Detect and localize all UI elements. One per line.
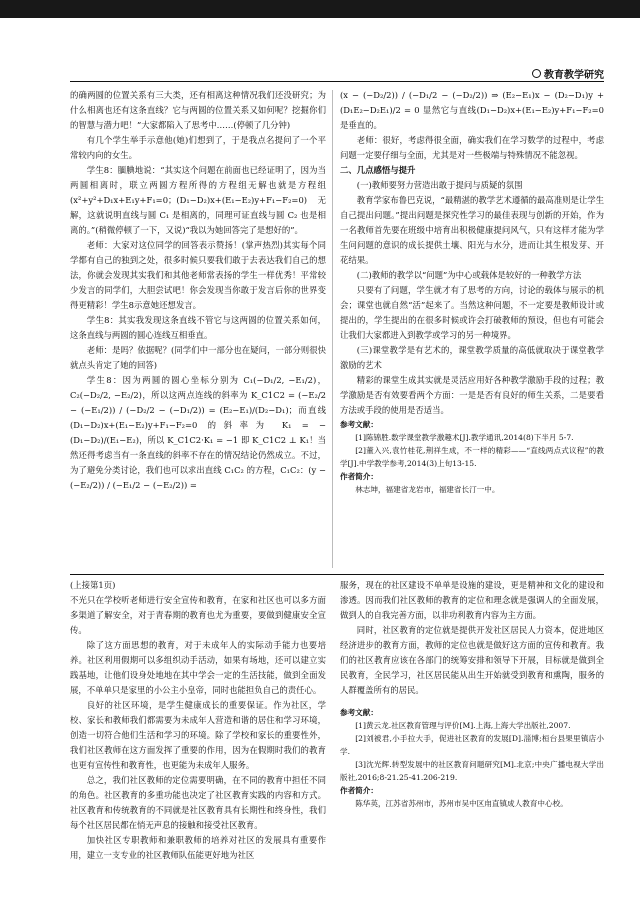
top-dark-band <box>0 0 640 18</box>
paragraph: 同时，社区教育的定位就是提供开发社区居民人力资本，促进地区经济进步的教育方面，教师的定位也就是做好这方面的宣传和教育。我们的社区教育应该在各部门的统筹安排和领导下开展，目标就是做到全民教育，全民学习，社区居民能从出生开始就受到教育和熏陶，服务的人群覆盖所有的居民。 <box>340 625 604 695</box>
author-info: 林志坤，福建省龙岩市，福建省长汀一中。 <box>355 485 500 494</box>
reference-item: [2]董入兴,袁竹桂花,荆祥生成，不一样的精彩——“直线两点式议程”的教学[J].中学教学参考,2014(3)上旬13-15. <box>340 446 604 468</box>
paragraph: 良好的社区环境，是学生健康成长的重要保证。作为社区，学校、家长和教师我们都需要为未成年人营造和谐的居住和学习环境，创造一切符合他们生活和学习的环境。除了学校和家长的重要性外，我们社区教师在这方面发挥了重要的作用，因为在假期时我们的教育也更有宣传性和教育性，也更能为未成年人服务。 <box>70 700 326 770</box>
paragraph: 的确两圆的位置关系有三大类，还有相离这种情况我们还没研究；为什么相离也还有这条直线？它与两圆的位置关系又如何呢？挖掘你们的智慧与潜力吧！”大家都陷入了思考中……(停顿了几分钟) <box>70 90 326 130</box>
subsection-heading: (二)教师的教学以“问题”为中心或载体是较好的一种教学方法 <box>356 270 582 280</box>
equation-paragraph: (x − (−D₂/2)) / (−D₁/2 − (−D₂/2)) ⇒ (E₂−E₁)x − (D₂−D₁)y + (D₁E₂−D₂E₁)/2 = 0 显然它与直线(D₁−D₂)x+(E₁−E₂)y+F₁−F₂=0 是垂直的。 <box>340 90 604 130</box>
continuation-note: (上接第1页) <box>70 580 116 590</box>
reference-item: [3]沈光辉.转型发展中的社区教育问题研究[M].北京;中央广播电视大学出版社,2016;8-21.25-41.206-219. <box>340 760 604 782</box>
header-title: 教育教学研究 <box>544 70 604 81</box>
header-rule <box>70 81 604 82</box>
upper-left-column <box>70 88 326 493</box>
reference-item: [1]黄云龙.社区教育管理与评价[M].上海,上海大学出版社,2007. <box>355 721 571 730</box>
lower-right-column <box>340 578 604 810</box>
author-heading: 作者简介： <box>340 786 378 795</box>
section-heading: 二、几点感悟与提升 <box>340 165 416 175</box>
paragraph: 精彩的课堂生成其实就是灵活应用好各种教学激励手段的过程；教学激励是否有效要看两个方面：一是是否有良好的师生关系，二是要看方法或手段的使用是否适当。 <box>340 375 604 415</box>
paragraph: 学生8：因为两圆的圆心坐标分别为 C₁(−D₁/2, −E₁/2)，C₂(−D₂/2, −E₂/2)，所以这两点连线的斜率为 K_C1C2 = (−E₂/2 − (−E₁/2)) / (−D₂/2 − (−D₁/2)) = (E₂−E₁)/(D₂−D₁)；而直线(D₁−D₂)x+(E₁−E₂)y+F₁−F₂=0 的斜率为 K₁ = −(D₁−D₂)/(E₁−E₂)，所以 K_C1C2·K₁ = −1 即 K_C1C2 ⊥ K₁！当然还得考虑当有一条直线的斜率不存在的情况结论仍然成立。不过，为了避免分类讨论，我们也可以求出直线 C₁C₂ 的方程，C₁C₂：(y − (−E₂/2)) / (−E₁/2 − (−E₂/2)) = <box>70 375 326 490</box>
author-heading: 作者简介： <box>340 472 378 481</box>
paragraph: 服务，现在的社区建设不单单是设施的建设，更是精神和文化的建设和渗透。因而我们社区教师的教育的定位和理念就是强调人的全面发展，做到人的自我完善方面，以非功利教育内容为主方面。 <box>340 580 604 620</box>
paragraph: 有几个学生举手示意他(她)们想到了，于是我点名提问了一个平常较内向的女生。 <box>70 135 326 160</box>
paragraph: 老师：很好，考虑得很全面，确实我们在学习数学的过程中，考虑问题一定要仔细与全面，尤其是对一些极端与特殊情况不能忽视。 <box>340 135 604 160</box>
paragraph: 教育学家布鲁巴克说，“最精湛的教学艺术遵循的最高准则是让学生自己提出问题。”提出问题是探究性学习的最佳表现与创新的开始，作为一名教师首先要在班级中培育出积极健康提问风气，只有这样才能为学生问问题的意识的成长提供土壤、阳光与水分，进而让其生根发芽、开花结果。 <box>340 195 604 265</box>
circle-icon <box>532 69 541 78</box>
reference-item: [1]陈锦胜.数学课堂教学激趣术[J].教学通讯,2014(8)下半月 5-7. <box>355 433 574 442</box>
paragraph: 学生8：腼腆地说：“其实这个问题在前面也已经证明了，因为当两圆相离时，联立两圆方程所得的方程组无解也就是方程组 (x²+y²+D₁x+E₁y+F₁=0；(D₁−D₂)x+(E₁−E₂)y+F₁−F₂=0) 无解，这就说明直线与圆 C₁ 是相离的，同理可证直线与圆 C₂ 也是相离的。”(稍微停顿了一下，又说)“我以为她回答完了是想好的”。 <box>70 165 326 235</box>
section-separator <box>70 574 604 575</box>
references <box>340 418 604 496</box>
paragraph: 总之，我们社区教师的定位需要明确，在不同的教育中担任不同的角色。社区教育的多重功能也决定了社区教育实践的内容和方式。社区教育和传统教育的不同就是社区教育具有长期性和终身性，我们每个社区居民都在悄无声息的接触和接受社区教育。 <box>70 775 326 830</box>
subsection-heading: (三)课堂教学是有艺术的，课堂教学质量的高低就取决于课堂教学激励的艺术 <box>340 345 604 370</box>
author-info: 陈华英，江苏省苏州市，苏州市吴中区甪直镇成人教育中心校。 <box>355 799 568 808</box>
paragraph: 老师：大家对这位同学的回答表示赞扬！(掌声热烈)其实每个同学都有自己的独到之处，很多时候只要我们敢于去表达我们自己的想法，你就会发现其实我们和其他老师常表扬的学生一样优秀！平常较少发言的同学们，大胆尝试吧！你会发现当你敢于发言后你的世界变得更精彩！学生8示意她还想发言。 <box>70 240 326 310</box>
paragraph: 加快社区专职教师和兼职教师的培养对社区的发展具有重要作用，建立一支专业的社区教师队伍能更好地为社区 <box>70 835 326 860</box>
paragraph: 只要有了问题，学生就才有了思考的方向，讨论的载体与展示的机会；课堂也就自然“活”起来了。当然这种问题，不一定要是教师设计或提出的，学生提出的在很多时候或许会打破教师的预设，但也有可能会让我们大家都进入到教学或学习的另一种境界。 <box>340 285 604 340</box>
references <box>340 706 604 810</box>
reference-item: [2]刘被君,小手拉大手，促进社区教育的发展[D].淄博;桓台县果里镇店小学. <box>340 734 604 756</box>
references-heading: 参考文献： <box>340 420 378 429</box>
references-heading: 参考文献： <box>340 708 378 717</box>
upper-right-column <box>340 88 604 496</box>
paragraph: 学生8：其实我发现这条直线不管它与这两圆的位置关系如何，这条直线与两圆的圆心连线互相垂直。 <box>70 315 326 340</box>
paragraph: 不光只在学校听老师进行安全宣传和教育，在家和社区也可以多方面多渠道了解安全，对于青春期的教育也尤为重要，要做到健康安全宣传。 <box>70 595 326 635</box>
lower-left-column <box>70 578 326 863</box>
paragraph: 老师：是吗？依据呢？(同学们中一部分也在疑问，一部分则很快就点头肯定了她的回答) <box>70 345 326 370</box>
paragraph: 除了这方面思想的教育，对于未成年人的实际动手能力也要培养。社区利用假期可以多组织动手活动，如果有场地，还可以建立实践基地，让他们设身处地地在其中学会一定的生活技能，做到全面发展，不单单只是家里的小公主小皇帝，同时也能担负自己的责任心。 <box>70 640 326 695</box>
running-header <box>532 66 604 81</box>
column-divider <box>332 90 333 568</box>
subsection-heading: (一)教师要努力营造出敢于提问与质疑的氛围 <box>356 180 523 190</box>
